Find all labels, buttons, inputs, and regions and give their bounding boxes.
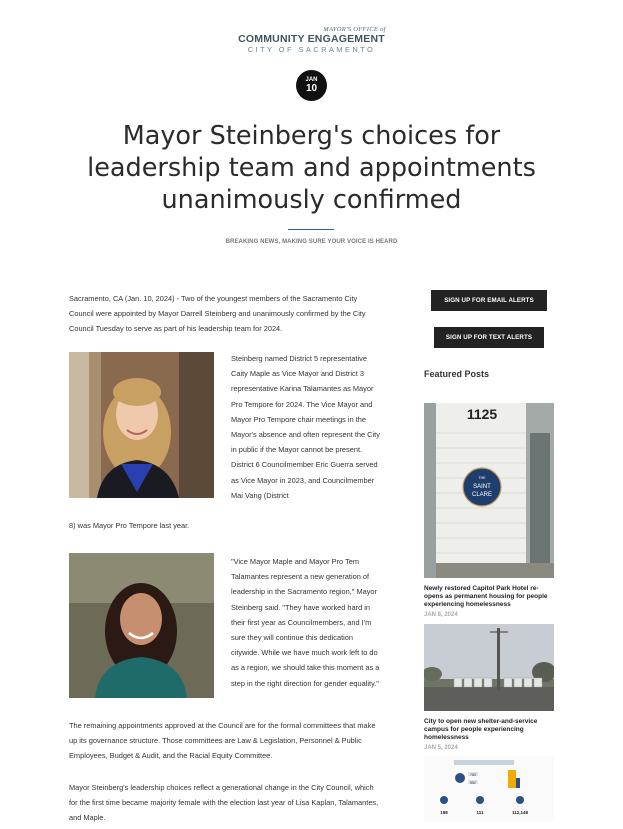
paragraph-intro: Sacramento, CA (Jan. 10, 2024) - Two of the youngest members of the Sacramento City Council were appointed by Mayor Darrell Steinberg and unanimously confirmed by the City Council Tuesday to serve as part of his leadership team for 2024.	[69, 294, 366, 334]
paragraph-committees: The remaining appointments approved at the Council are for the formal committees that make up its governance structure. Those committees are Law & Legislation, Personnel & Public Employees, Budget & Audit, and the Racial Equity Committee.	[69, 721, 376, 761]
thumb-sign-text-top: THE	[478, 476, 486, 480]
paragraph-appointments: Steinberg named District 5 representative Caity Maple as Vice Mayor and District 3 representative Karina Talamantes as Mayor Pro Tempore for 2024. The Vice Mayor and Mayor Pro Tempore chair meetings in the Mayor's absence and often represent the City in public if the Mayor cannot be present. District 6 Councilmember Eric Guerra served as Vice Mayor in 2023, and Councilmember Mai Vang (District	[231, 354, 380, 500]
site-logo[interactable]	[0, 26, 623, 54]
logo-line-1: MAYOR'S OFFICE of	[323, 26, 386, 33]
date-badge	[296, 70, 327, 101]
date-badge-month: JAN	[305, 77, 318, 83]
paragraph-appointments-cont: 8) was Mayor Pro Tempore last year.	[69, 521, 190, 530]
title-divider	[288, 229, 334, 230]
thumb-stat-5: 112,148	[511, 810, 529, 815]
featured-post-title[interactable]: Newly restored Capitol Park Hotel re-opens as permanent housing for people experiencing homelessness	[424, 585, 548, 608]
featured-post-date: JAN 8, 2024	[424, 612, 458, 618]
text-alerts-button[interactable]: SIGN UP FOR TEXT ALERTS	[434, 327, 544, 348]
date-badge-day: 10	[305, 83, 318, 94]
thumb-sign-text-bot: CLARE	[471, 492, 493, 498]
thumb-stat-1: 783	[470, 773, 476, 777]
featured-post-thumbnail[interactable]	[424, 403, 554, 578]
logo-line-3: CITY OF SACRAMENTO	[247, 45, 376, 54]
thumb-stat-2: 552	[470, 781, 476, 785]
photo-karina-talamantes	[69, 553, 214, 698]
featured-posts-heading: Featured Posts	[424, 369, 490, 379]
paragraph-generational-change: Mayor Steinberg's leadership choices reflect a generational change in the City Council, which for the first time became majority female with the election last year of Lisa Kaplan, Talamantes, and Maple.	[69, 783, 379, 823]
thumb-stat-3: 198	[440, 810, 448, 815]
article-title: Mayor Steinberg's choices for leadership team and appointments unanimously confirmed	[87, 121, 536, 215]
featured-post-date: JAN 5, 2024	[424, 745, 458, 751]
featured-post-title[interactable]: City to open new shelter-and-service campus for people experiencing homelessness	[424, 718, 538, 741]
logo-line-2: COMMUNITY ENGAGEMENT	[238, 33, 385, 45]
thumb-sign-text-mid: SAINT	[473, 484, 491, 490]
email-alerts-button[interactable]: SIGN UP FOR EMAIL ALERTS	[431, 290, 547, 311]
article-kicker: BREAKING NEWS, MAKING SURE YOUR VOICE IS HEARD	[225, 239, 398, 245]
paragraph-quote: "Vice Mayor Maple and Mayor Pro Tem Talamantes represent a new generation of leadership in the Sacramento region," Mayor Steinberg said. "They have worked hard in their first year as Councilmembers, and I'm sure they will continue this dedication citywide. While we have much work left to do as a region, we should take this moment as a step in the right direction for gender equality."	[231, 557, 380, 688]
featured-post-thumbnail[interactable]	[424, 756, 554, 822]
thumb-stat-4: 111	[476, 810, 484, 815]
featured-post-thumbnail[interactable]	[424, 624, 554, 711]
thumb-address-number: 1125	[466, 406, 498, 422]
photo-caity-maple	[69, 352, 214, 498]
